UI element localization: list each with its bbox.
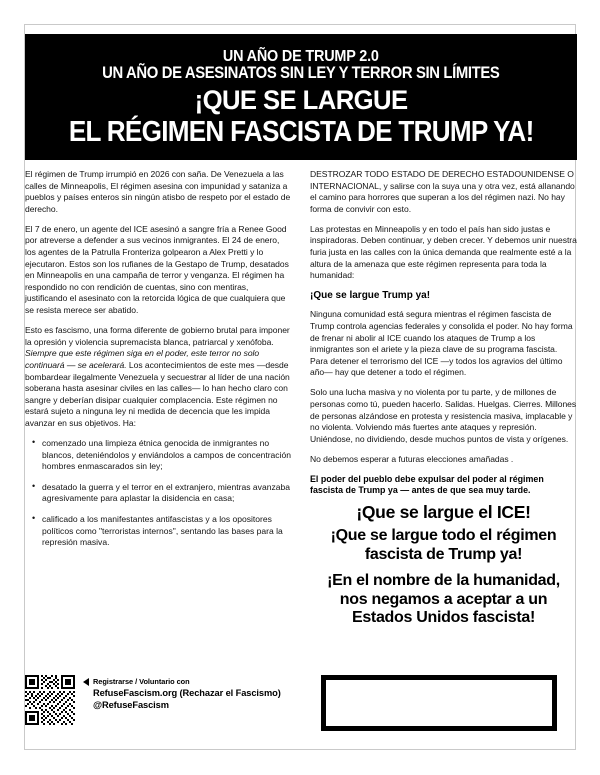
blank-info-box bbox=[321, 675, 557, 731]
right-paragraph-5: No debemos esperar a futuras elecciones amañadas . bbox=[310, 453, 514, 464]
slogan-humanity-line-1: ¡En el nombre de la humanidad, bbox=[327, 572, 560, 590]
contact-website[interactable]: RefuseFascism.org (Rechazar el Fascismo) bbox=[93, 688, 281, 698]
slogan-regime-line-2: fascista de Trump ya! bbox=[364, 545, 523, 563]
body-columns bbox=[25, 169, 577, 628]
slogan-humanity bbox=[310, 572, 577, 628]
slogan-ice: ¡Que se largue el ICE! bbox=[356, 502, 531, 523]
slogan-regime-line-1: ¡Que se largue todo el régimen bbox=[330, 527, 557, 545]
right-paragraph-3: Ninguna comunidad está segura mientras el régimen fascista de Trump controla agencias federales y consolida el poder. No hay forma de frenar ni abolir al ICE cuando los ataques de Trump a los inmigrantes son el ariete y la pieza clave de su programa fascista. Para detener el terrorismo del ICE —y todos los agravios del último año— hay que detener a todo el régimen. bbox=[310, 309, 573, 378]
banner-headline-line-1: ¡QUE SE LARGUE bbox=[194, 85, 408, 115]
left-bullet-list bbox=[25, 438, 292, 549]
slogan-regime bbox=[310, 527, 577, 564]
slogan-humanity-line-3: Estados Unidos fascista! bbox=[351, 609, 536, 627]
left-paragraph-3-part-a: Esto es fascismo, una forma diferente de gobierno brutal para imponer la opresión y violencia supremacista blanca, patriarcal y xenófoba. bbox=[25, 325, 290, 347]
contact-details bbox=[83, 675, 281, 711]
qr-code[interactable] bbox=[25, 675, 75, 725]
list-item: • comenzado una limpieza étnica genocida de inmigrantes no blancos, deteniéndolos y enviándolos a campos de concentración hombres enmascarados sin ley; bbox=[42, 438, 292, 473]
right-paragraph-4: Solo una lucha masiva y no violenta por tu parte, y de millones de personas como tú, pueden hacerlo. Salidas. Huelgas. Cierres. Millones de personas alzándose en protesta y resistencia masiva, implacable y no violenta. Volviendo más fuertes ante ataques y represión. Uniéndose, no dividiendo, desde muchos puntos de vista y orígenes. bbox=[310, 387, 577, 444]
left-column bbox=[25, 169, 292, 628]
list-item: • calificado a los manifestantes antifascistas y a los opositores políticos como "terroristas internos", sentando las bases para la represión masiva. bbox=[42, 514, 292, 549]
contact-register-line bbox=[83, 677, 281, 687]
triangle-left-icon bbox=[83, 678, 89, 686]
right-paragraph-1: DESTROZAR TODO ESTADO DE DERECHO ESTADOUNIDENSE O INTERNACIONAL, y salirse con la suya una y otra vez, está allanando el camino para horrores que superan a los del régimen nazi. No hay forma de convivir con esto. bbox=[310, 169, 575, 214]
left-paragraph-3 bbox=[25, 325, 292, 429]
left-paragraph-3-emphasis: Siempre que este régimen siga en el poder, este terror no solo continuará — se acelerará. bbox=[25, 348, 260, 370]
right-bold-call-to-action: El poder del pueblo debe expulsar del poder al régimen fascista de Trump ya — antes de que sea muy tarde. bbox=[310, 473, 544, 496]
banner-kicker-line-1: UN AÑO DE TRUMP 2.0 bbox=[223, 48, 379, 65]
list-item: • desatado la guerra y el terror en el extranjero, mientras avanzaba agresivamente para aplastar la disidencia en casa; bbox=[42, 482, 292, 505]
right-paragraph-2: Las protestas en Minneapolis y en todo el país han sido justas e inspiradoras. Deben continuar, y deben crecer. Y debemos unir nuestra furia justa en las calles con la única demanda que realmente esté a la altura de la amenaza que este régimen representa para toda la humanidad: bbox=[310, 223, 577, 281]
header-banner bbox=[25, 34, 577, 160]
slogan-humanity-line-2: nos negamos a aceptar a un bbox=[339, 590, 548, 608]
footer-contact-block bbox=[25, 675, 305, 725]
banner-headline-line-2: EL RÉGIMEN FASCISTA DE TRUMP YA! bbox=[68, 116, 534, 148]
left-paragraph-3-part-b: Los acontecimientos de este mes —desde bombardear ilegalmente Venezuela y secuestrar al líder de una nación soberana hasta asesinar civiles en las calles— lo han hecho claro con sangre y deberían disipar cualquier complacencia. Este régimen no estará sujeto a ninguna ley ni medida de decencia que les impida avanzar en sus objetivos. Ha: bbox=[25, 359, 290, 428]
contact-register-label: Registrarse / Voluntario con bbox=[93, 677, 190, 686]
right-subheading: ¡Que se largue Trump ya! bbox=[310, 290, 431, 302]
banner-kicker-line-2: UN AÑO DE ASESINATOS SIN LEY Y TERROR SIN LÍMITES bbox=[102, 64, 500, 82]
flyer-page bbox=[24, 24, 576, 750]
contact-social-handle[interactable]: @RefuseFascism bbox=[93, 700, 169, 710]
left-paragraph-1: El régimen de Trump irrumpió en 2026 con saña. De Venezuela a las calles de Minneapolis, El régimen asesina con impunidad y sataniza a pueblos y países enteros sin ningún atisbo de respeto por el estado de derecho. bbox=[25, 169, 291, 214]
left-paragraph-2: El 7 de enero, un agente del ICE asesinó a sangre fría a Renee Good por atreverse a defender a sus vecinos inmigrantes. El 24 de enero, los agentes de la Patrulla Fronteriza golpearon a Alex Pretti y lo ejecutaron. Estos son los rufianes de la Gestapo de Trump, desatados en Minneapolis en una campaña de terror y venganza. El régimen ha respondido no con rendición de cuentas, sino con mentiras, justificando el asesinato con la retorcida lógica de que cualquiera que se resista merece ser abatido. bbox=[25, 223, 289, 316]
slogan-block bbox=[310, 502, 577, 628]
right-column bbox=[310, 169, 577, 628]
